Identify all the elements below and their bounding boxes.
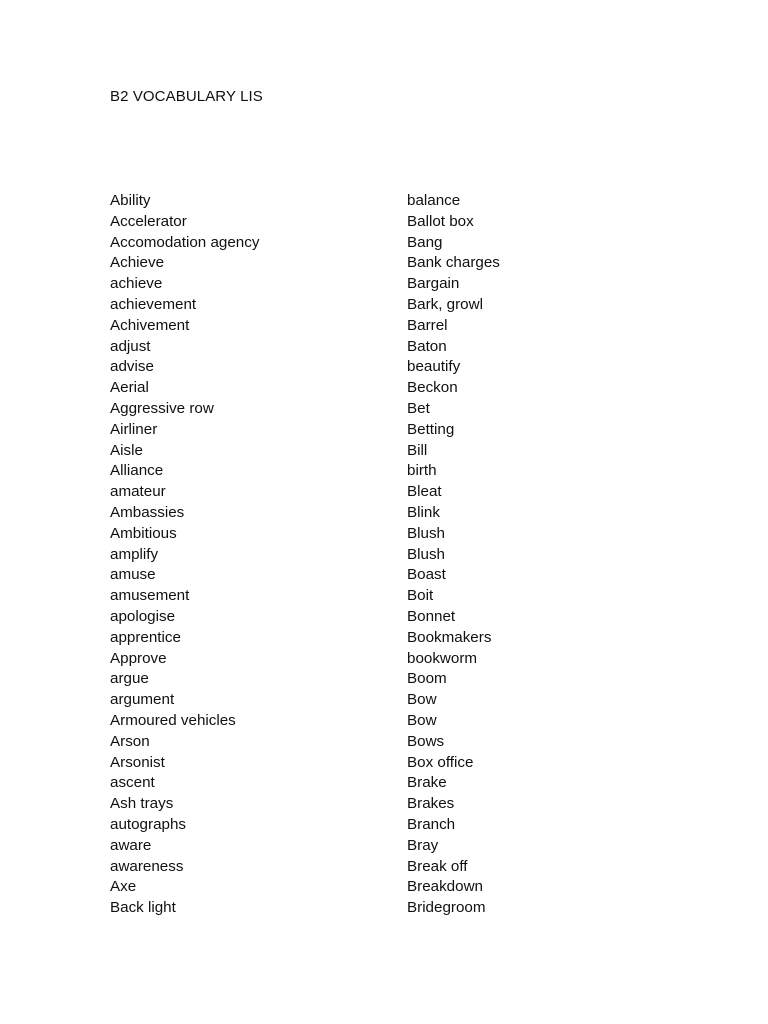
vocabulary-word-right: Ballot box	[407, 212, 474, 230]
vocabulary-word-right: Bridegroom	[407, 899, 486, 917]
vocabulary-word-left: achieve	[110, 275, 163, 293]
vocabulary-word-left: Alliance	[110, 462, 164, 480]
vocabulary-word-left: Arsonist	[110, 753, 165, 771]
vocabulary-word-right: balance	[407, 192, 461, 209]
vocabulary-word-right: Bonnet	[407, 607, 456, 625]
vocabulary-word-right: Brakes	[407, 795, 455, 813]
vocabulary-word-right: Branch	[407, 815, 456, 833]
vocabulary-word-left: apprentice	[110, 628, 181, 646]
vocabulary-word-right: Betting	[407, 420, 455, 438]
vocabulary-word-right: Beckon	[407, 379, 458, 397]
vocabulary-word-right: Breakdown	[407, 878, 483, 896]
vocabulary-word-right: Blush	[407, 545, 445, 563]
vocabulary-word-left: amplify	[110, 545, 159, 563]
vocabulary-word-left: adjust	[110, 337, 151, 355]
vocabulary-word-left: Aggressive row	[110, 399, 214, 417]
vocabulary-word-right: Box office	[407, 753, 474, 771]
vocabulary-word-left: Accomodation agency	[110, 233, 260, 251]
vocabulary-word-left: Ash trays	[110, 795, 174, 813]
vocabulary-word-right: Brake	[407, 774, 447, 792]
vocabulary-word-right: Bargain	[407, 275, 460, 293]
vocabulary-word-left: Accelerator	[110, 212, 187, 230]
vocabulary-word-left: ascent	[110, 774, 155, 792]
vocabulary-word-left: Approve	[110, 649, 167, 667]
vocabulary-word-right: beautify	[407, 358, 461, 376]
vocabulary-word-left: autographs	[110, 815, 186, 833]
vocabulary-word-left: amuse	[110, 566, 156, 584]
vocabulary-word-right: Bleat	[407, 483, 442, 501]
vocabulary-word-right: Barrel	[407, 316, 448, 334]
vocabulary-word-left: Aerial	[110, 379, 149, 397]
vocabulary-word-left: awareness	[110, 857, 184, 875]
vocabulary-word-left: Axe	[110, 878, 137, 896]
vocabulary-word-left: Achivement	[110, 316, 190, 334]
vocabulary-word-left: apologise	[110, 607, 176, 625]
vocabulary-word-right: Bill	[407, 441, 428, 459]
vocabulary-word-right: Bark, growl	[407, 295, 483, 313]
vocabulary-word-right: bookworm	[407, 649, 478, 667]
vocabulary-word-right: Boit	[407, 587, 434, 605]
vocabulary-word-left: Ambitious	[110, 524, 177, 542]
vocabulary-word-right: Bank charges	[407, 254, 500, 272]
vocabulary-column-right	[407, 191, 500, 919]
vocabulary-word-left: Armoured vehicles	[110, 711, 236, 729]
vocabulary-word-left: Back light	[110, 899, 176, 917]
vocabulary-word-left: Ability	[110, 192, 151, 209]
vocabulary-word-right: Bet	[407, 399, 430, 417]
vocabulary-word-right: Blush	[407, 524, 445, 542]
vocabulary-word-left: argue	[110, 670, 149, 688]
vocabulary-word-left: Ambassies	[110, 503, 185, 521]
vocabulary-word-right: Bookmakers	[407, 628, 492, 646]
page-title: B2 VOCABULARY LIS	[110, 88, 263, 105]
vocabulary-word-right: Boast	[407, 566, 446, 584]
vocabulary-word-left: Aisle	[110, 441, 143, 459]
vocabulary-word-right: Break off	[407, 857, 468, 875]
vocabulary-word-right: Bow	[407, 711, 437, 729]
vocabulary-word-left: amateur	[110, 483, 166, 501]
vocabulary-word-left: amusement	[110, 587, 190, 605]
vocabulary-word-left: argument	[110, 691, 175, 709]
vocabulary-word-left: advise	[110, 358, 154, 376]
vocabulary-word-left: Airliner	[110, 420, 158, 438]
vocabulary-word-right: Bang	[407, 233, 443, 251]
vocabulary-word-right: Boom	[407, 670, 447, 688]
vocabulary-word-left: Arson	[110, 732, 150, 750]
vocabulary-word-right: Bray	[407, 836, 439, 854]
vocabulary-column-left	[110, 191, 259, 919]
vocabulary-word-right: Blink	[407, 503, 440, 521]
vocabulary-word-left: Achieve	[110, 254, 165, 272]
vocabulary-word-left: achievement	[110, 295, 197, 313]
vocabulary-word-left: aware	[110, 836, 152, 854]
vocabulary-word-right: Baton	[407, 337, 447, 355]
vocabulary-word-right: birth	[407, 462, 437, 480]
vocabulary-word-right: Bow	[407, 691, 437, 709]
vocabulary-word-right: Bows	[407, 732, 445, 750]
